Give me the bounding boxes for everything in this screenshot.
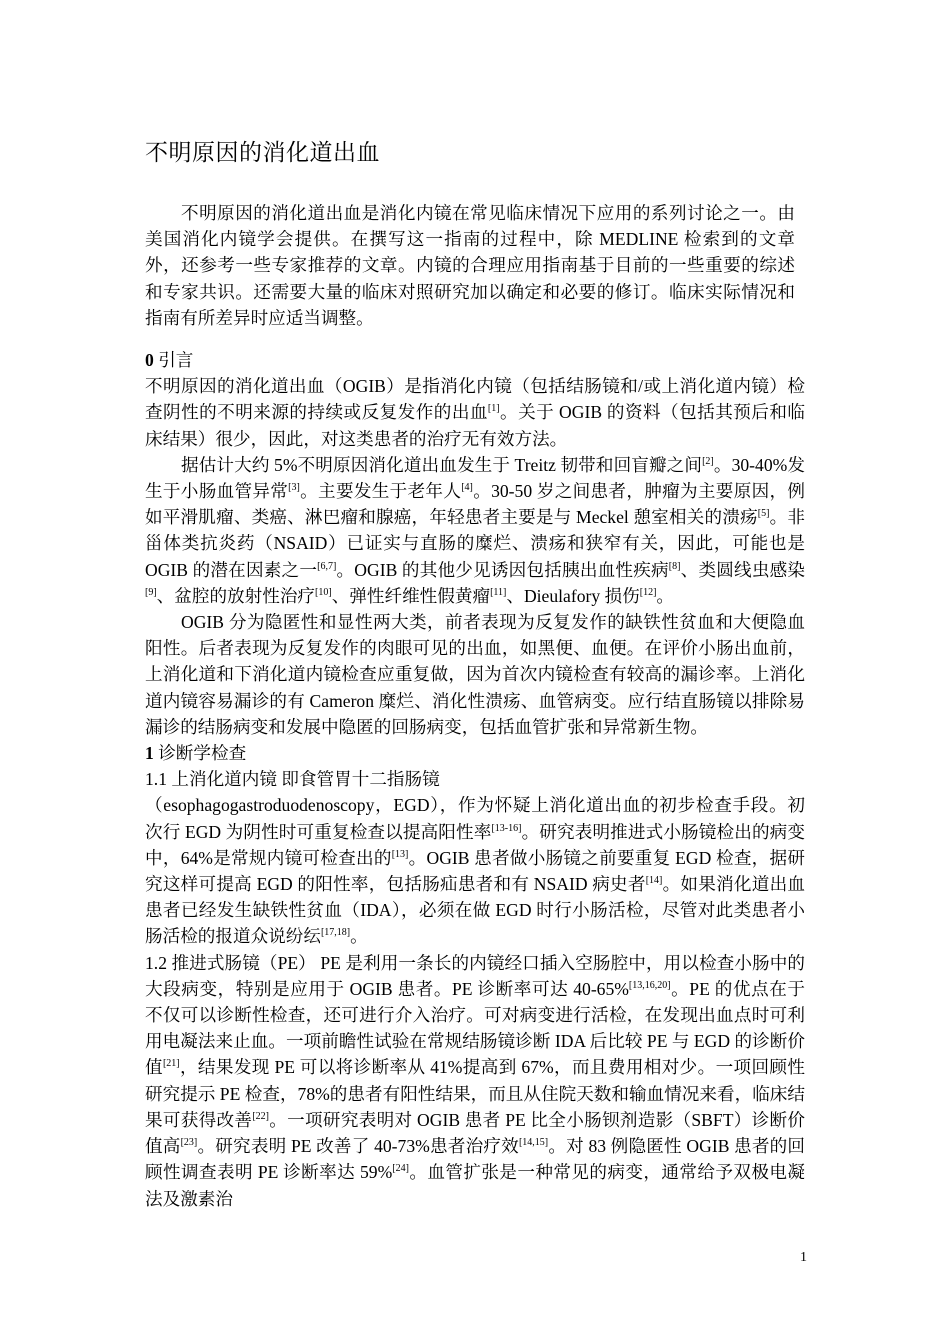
document-title: 不明原因的消化道出血	[145, 140, 380, 165]
citation: [24]	[392, 1163, 409, 1175]
citation: [8]	[668, 560, 681, 572]
text-run: 。一项研究表明对 OGIB 患者 PE 比全小肠钡剂造影（SBFT）诊断价值高	[145, 1109, 805, 1157]
citation: [21]	[162, 1058, 180, 1070]
paragraph-push-enteroscopy	[145, 950, 805, 1212]
text-run: 。非甾体类抗炎药（NSAID）已证实与直肠的糜烂、溃疡和狭窄有关，因此，可能也是 OGIB 的潜在因素之一	[145, 507, 805, 580]
citation: [13-16]	[491, 822, 522, 834]
section-heading-introduction	[145, 347, 805, 373]
paragraph-egd	[145, 792, 805, 949]
citation: [4]	[461, 482, 473, 494]
text-run: 、弹性纤维性假黄瘤	[331, 585, 491, 606]
citation: [6,7]	[317, 560, 337, 572]
document-body	[145, 347, 805, 1212]
citation: [9]	[145, 586, 157, 598]
section-title: 引言	[153, 350, 194, 370]
text-run: 。关于 OGIB 的资料（包括其预后和临床结果）很少，因此，对这类患者的治疗无有效方法。	[145, 402, 805, 449]
paragraph-introduction-3: OGIB 分为隐匿性和显性两大类，前者表现为反复发作的缺铁性贫血和大便隐血阳性。后者表现为反复发作的肉眼可见的出血，如黑便、血便。在评价小肠出血前，上消化道和下消化道内镜检查应重复做，因为首次内镜检查有较高的漏诊率。上消化道内镜容易漏诊的有 Cameron 糜烂、消化性溃疡、血管病变。应行结直肠镜以排除易漏诊的结肠病变和发展中隐匿的回肠病变，包括血管扩张和异常新生物。	[145, 612, 805, 737]
text-run: 、Dieulafory 损伤	[506, 585, 640, 606]
text-run: 不明原因的消化道出血（OGIB）是指消化内镜（包括结肠镜和/或上消化道内镜）检查阴性的不明来源的持续或反复发作的出血	[145, 376, 805, 423]
text-run: 。	[350, 926, 368, 947]
text-run: 、盆腔的放射性治疗	[156, 585, 316, 606]
text-run: 。	[656, 585, 675, 606]
text-run: 。研究表明 PE 改善了 40-73%患者治疗效	[197, 1136, 519, 1157]
section-number: 1	[145, 743, 154, 764]
citation: [17,18]	[320, 927, 351, 939]
text-run: 。30-50 岁之间患者，肿瘤为主要原因，例如平滑肌瘤、类癌、淋巴瘤和腺癌，年轻患者主要是与 Meckel 憩室相关的溃疡	[145, 481, 805, 528]
citation: [14]	[645, 875, 663, 887]
section-heading-diagnostics	[145, 740, 805, 766]
citation: [12]	[639, 586, 657, 598]
citation: [2]	[702, 455, 714, 467]
citation: [10]	[315, 586, 332, 598]
citation: [14,15]	[518, 1137, 549, 1149]
text-run: 。OGIB 患者做小肠镜之前要重复 EGD 检查，据研究这样可提高 EGD 的阳性率，包括肠疝患者和有 NSAID 病史者	[145, 847, 805, 895]
citation: [13]	[391, 848, 409, 860]
citation: [1]	[487, 403, 500, 415]
page-number: 1	[800, 1250, 807, 1265]
citation: [23]	[180, 1137, 198, 1149]
section-number: 0	[145, 350, 154, 370]
text-run: 。PE 的优点在于不仅可以诊断性检查，还可进行介入治疗。可对病变进行活检，在发现出血点时可利用电凝法来止血。一项前瞻性试验在常规结肠镜诊断 IDA 后比较 PE 与 EGD 的诊断价值	[145, 978, 805, 1078]
text-run: 。血管扩张是一种常见的病变，通常给予双极电凝法及激素治	[145, 1162, 805, 1209]
citation: [11]	[490, 586, 507, 598]
text-run: 据估计大约 5%不明原因消化道出血发生于 Treitz 韧带和回盲瓣之间	[181, 454, 703, 475]
text-run: 、类圆线虫感染	[680, 559, 805, 580]
text-run: ，结果发现 PE 可以将诊断率从 41%提高到 67%，而且费用相对少。一项回顾性研究提示 PE 检查，78%的患者有阳性结果，而且从住院天数和输血情况来看，临床结果可获得改善	[145, 1057, 805, 1130]
citation: [5]	[757, 508, 770, 520]
paragraph-introduction-2	[145, 452, 805, 609]
subsection-heading-egd: 1.1 上消化道内镜 即食管胃十二指肠镜	[145, 769, 440, 790]
text-run: 1.2 推进式肠镜（PE） PE 是利用一条长的内镜经口插入空肠腔中，用以检查小肠中的大段病变，特别是应用于 OGIB 患者。PE 诊断率可达 40-65%	[145, 952, 805, 999]
text-run: 。OGIB 的其他少见诱因包括胰出血性疾病	[336, 559, 669, 580]
text-run: 。对 83 例隐匿性 OGIB 患者的回顾性调查表明 PE 诊断率达 59%	[145, 1136, 805, 1183]
citation: [3]	[288, 482, 300, 494]
text-run: 。主要发生于老年人	[299, 481, 462, 502]
text-run: （esophagogastroduodenoscopy，EGD），作为怀疑上消化道出血的初步检查手段。初次行 EGD 为阴性时可重复检查以提高阳性率	[145, 795, 805, 842]
abstract-paragraph: 不明原因的消化道出血是消化内镜在常见临床情况下应用的系列讨论之一。由美国消化内镜学会提供。在撰写这一指南的过程中，除 MEDLINE 检索到的文章外，还参考一些专家推荐的文章。内镜的合理应用指南基于目前的一些重要的综述和专家共识。还需要大量的临床对照研究加以确定和必要的修订。临床实际情况和指南有所差异时应适当调整。	[145, 203, 795, 328]
text-run: 。如果消化道出血患者已经发生缺铁性贫血（IDA），必须在做 EGD 时行小肠活检，尽管对此类患者小肠活检的报道众说纷纭	[145, 874, 805, 947]
citation: [13,16,20]	[628, 979, 671, 991]
paragraph-introduction-1	[145, 373, 805, 452]
citation: [22]	[252, 1110, 269, 1122]
text-run: 。研究表明推进式小肠镜检出的病变中，64%是常规内镜可检查出的	[145, 821, 805, 868]
section-title: 诊断学检查	[153, 743, 247, 764]
text-run: 。30-40%发生于小肠血管异常	[145, 454, 805, 502]
